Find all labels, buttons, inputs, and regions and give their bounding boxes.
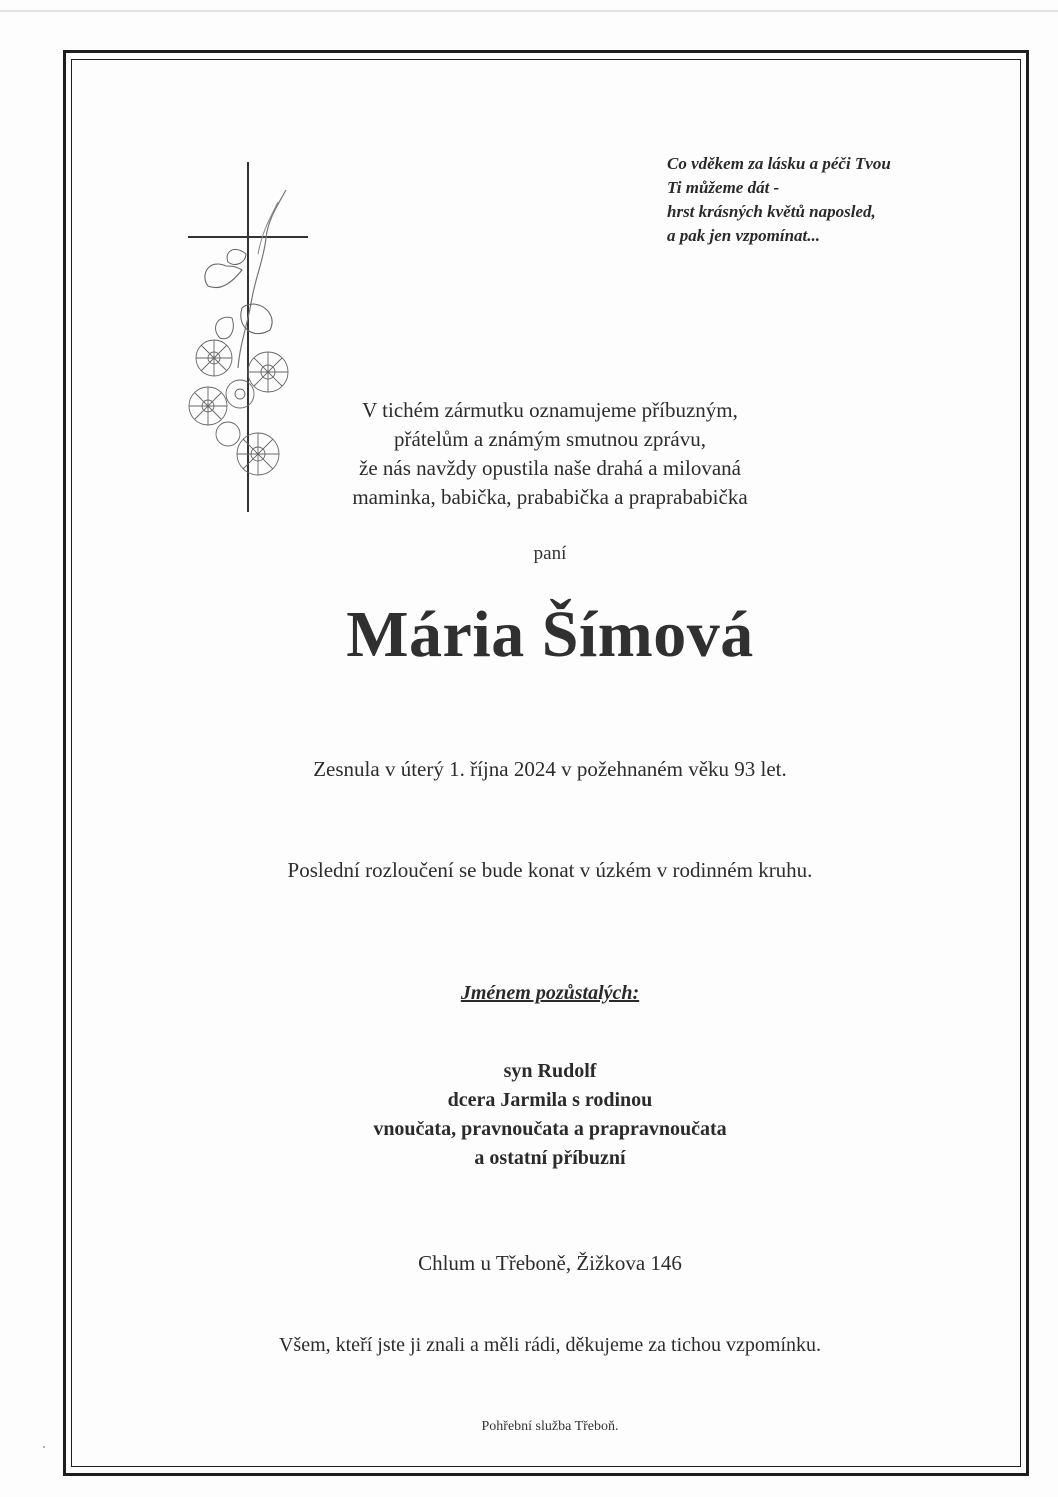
address: Chlum u Třeboně, Žižkova 146	[418, 1251, 682, 1275]
deceased-name: Mária Šímová	[346, 598, 754, 671]
survivors-heading: Jménem pozůstalých:	[460, 982, 640, 1004]
survivor-line: dcera Jarmila s rodinou	[447, 1089, 653, 1111]
survivor-line: syn Rudolf	[503, 1060, 597, 1082]
memorial-poem	[667, 152, 997, 248]
survivors-list	[0, 1057, 1058, 1173]
farewell-notice: Poslední rozloučení se bude konat v úzkém v rodinném kruhu.	[287, 858, 813, 882]
funeral-service: Pohřební služba Třeboň.	[481, 1419, 619, 1434]
poem-line: a pak jen vzpomínat...	[667, 226, 821, 245]
survivor-line: vnoučata, pravnoučata a prapravnoučata	[373, 1118, 727, 1140]
announcement-line: maminka, babička, prababička a praprababička	[352, 485, 748, 509]
page-edge	[0, 10, 1058, 12]
announcement-line: že nás navždy opustila naše drahá a milovaná	[359, 456, 741, 480]
death-notice: Zesnula v úterý 1. října 2024 v požehnaném věku 93 let.	[313, 757, 787, 781]
thanks-note: Všem, kteří jste ji znali a měli rádi, děkujeme za tichou vzpomínku.	[278, 1334, 822, 1356]
announcement-text	[0, 396, 1058, 512]
honorific: paní	[533, 543, 567, 564]
poem-line: hrst krásných květů naposled,	[667, 202, 876, 221]
survivor-line: a ostatní příbuzní	[474, 1147, 626, 1169]
scan-speck	[43, 1446, 45, 1448]
poem-line: Ti můžeme dát -	[667, 178, 780, 197]
announcement-line: V tichém zármutku oznamujeme příbuzným,	[362, 398, 738, 422]
poem-line: Co vděkem za lásku a péči Tvou	[667, 154, 891, 173]
announcement-line: přátelům a známým smutnou zprávu,	[394, 427, 706, 451]
